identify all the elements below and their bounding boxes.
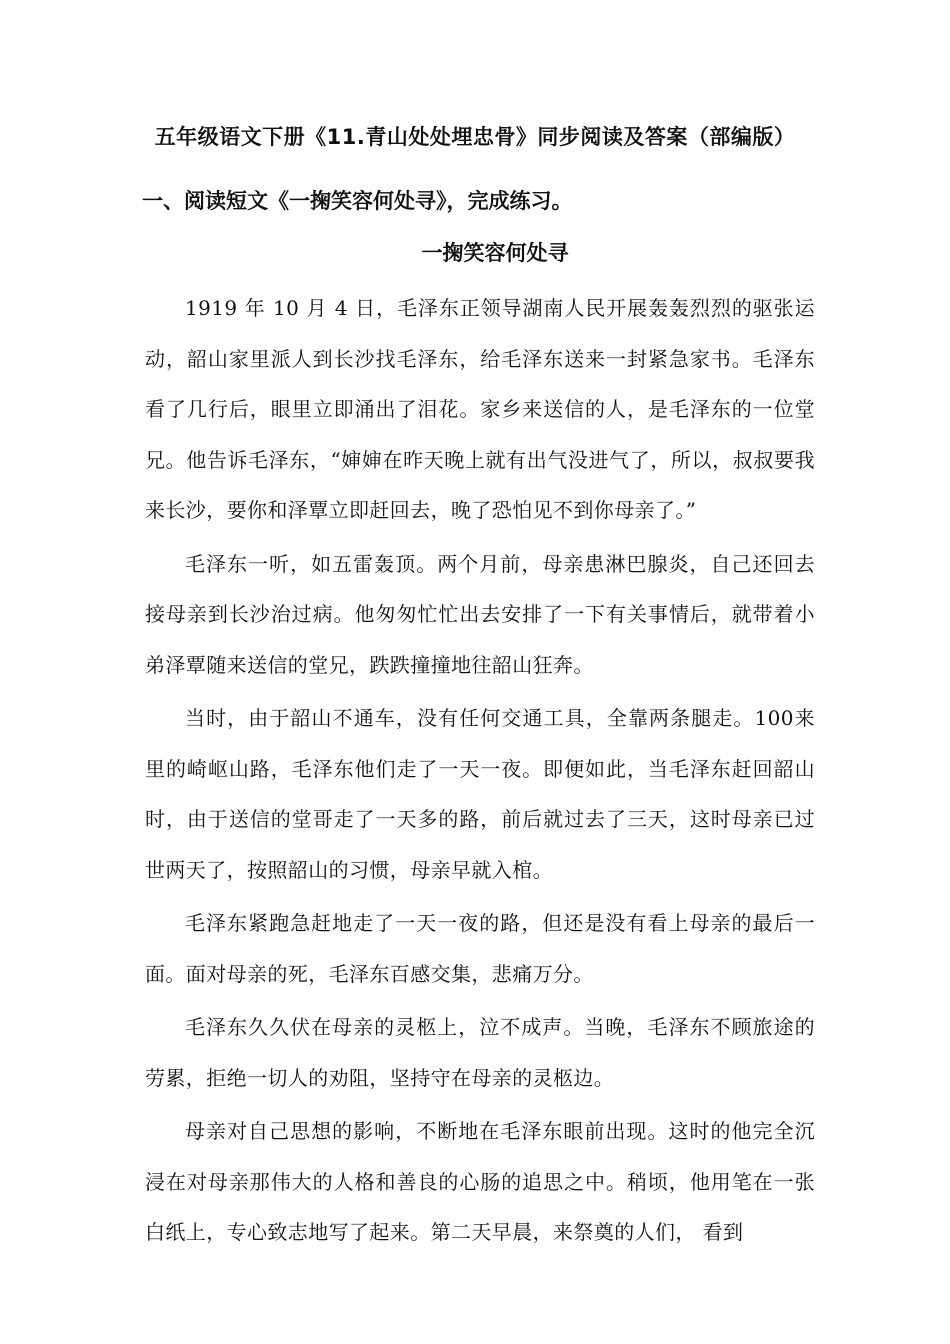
paragraph: 母亲对自己思想的影响，不断地在毛泽东眼前出现。这时的他完全沉浸在对母亲那伟大的人格和善良的心肠的追思之中。稍顷，他用笔在一张白纸上，专心致志地写了起来。第二天早晨，来祭奠的人们， 看到: [145, 1119, 815, 1244]
paragraph: 当时，由于韶山不通车，没有任何交通工具，全靠两条腿走。100来里的崎岖山路，毛泽东他们走了一天一夜。即便如此，当毛泽东赶回韶山时，由于送信的堂哥走了一天多的路，前后就过去了三天，这时母亲已过世两天了，按照韶山的习惯，母亲早就入棺。: [145, 706, 815, 882]
paragraph: 毛泽东一听，如五雷轰顶。两个月前，母亲患淋巴腺炎，自己还回去接母亲到长沙治过病。他匆匆忙忙出去安排了一下有关事情后，就带着小弟泽覃随来送信的堂兄，跌跌撞撞地往韶山狂奔。: [145, 551, 815, 677]
article-body: [145, 283, 815, 1261]
section-heading: 一、阅读短文《一掬笑容何处寻》，完成练习。: [142, 189, 573, 213]
paragraph: 毛泽东久久伏在母亲的灵柩上，泣不成声。当晚，毛泽东不顾旅途的劳累，拒绝一切人的劝阻，坚持守在母亲的灵柩边。: [145, 1015, 815, 1090]
document-title: 五年级语文下册《11.青山处处埋忠骨》同步阅读及答案（部编版）: [154, 125, 796, 149]
article-title: 一掬笑容何处寻: [421, 240, 569, 265]
paragraph: 毛泽东紧跑急赶地走了一天一夜的路，但还是没有看上母亲的最后一面。面对母亲的死，毛泽东百感交集，悲痛万分。: [145, 911, 815, 986]
paragraph: 1919 年 10 月 4 日，毛泽东正领导湖南人民开展轰轰烈烈的驱张运动，韶山家里派人到长沙找毛泽东，给毛泽东送来一封紧急家书。毛泽东看了几行后，眼里立即涌出了泪花。家乡来送信的人，是毛泽东的一位堂兄。他告诉毛泽东，“婶婶在昨天晚上就有出气没进气了，所以，叔叔要我来长沙，要你和泽覃立即赶回去，晚了恐怕见不到你母亲了。”: [145, 296, 815, 522]
